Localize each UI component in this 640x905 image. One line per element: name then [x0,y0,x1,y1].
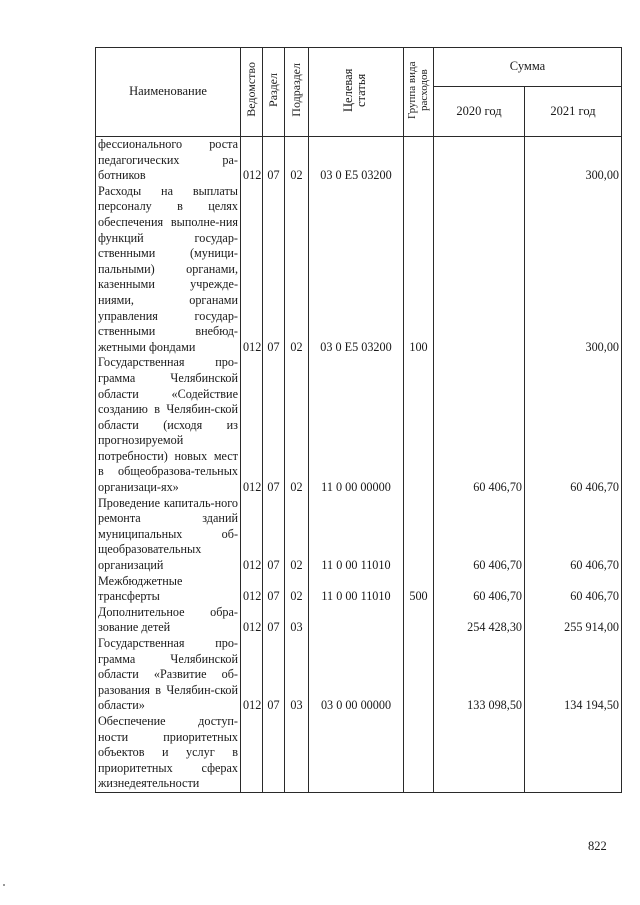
row-subsection: 02 [285,137,309,184]
row-subsection: 02 [285,355,309,495]
header-row [96,48,622,87]
row-expense-group [404,496,434,574]
row-section: 07 [263,605,285,636]
table-row [96,636,622,714]
row-name: Обеспечение доступ-ности приоритетных объектов и услуг в приоритетных сферах жизнедеятельности [96,714,241,792]
row-department: 012 [241,355,263,495]
row-target-item: 11 0 00 00000 [309,355,404,495]
page-number: 822 [588,839,607,853]
table-row [96,574,622,605]
col-header-department: Ведомство [241,48,263,137]
col-header-year-2020: 2020 год [434,87,525,137]
row-department: 012 [241,605,263,636]
table-row [96,714,622,792]
row-sum-2021: 60 406,70 [525,496,622,574]
row-department: 012 [241,496,263,574]
row-target-item: 03 0 00 00000 [309,636,404,714]
row-section: 07 [263,184,285,356]
row-target-item: 03 0 E5 03200 [309,184,404,356]
row-sum-2020: 60 406,70 [434,355,525,495]
budget-table [95,47,622,793]
row-sum-2020: 60 406,70 [434,496,525,574]
table-row [96,184,622,356]
row-department: 012 [241,574,263,605]
row-name: Межбюджетные трансферты [96,574,241,605]
row-name: Государственная про-грамма Челябинской области «Содействие созданию в Челябин-ской области (исходя из прогнозируемой потребности) новых мест в общеобразова-тельных организаци-ях» [96,355,241,495]
col-header-name: Наименование [96,48,241,137]
row-section: 07 [263,496,285,574]
row-target-item [309,605,404,636]
row-subsection: 03 [285,605,309,636]
table-row [96,496,622,574]
row-sum-2021: 134 194,50 [525,636,622,714]
col-header-subsection: Подраздел [285,48,309,137]
row-expense-group: 500 [404,574,434,605]
row-sum-2021: 60 406,70 [525,355,622,495]
row-sum-2020: 133 098,50 [434,636,525,714]
row-section: 07 [263,137,285,184]
row-expense-group [404,605,434,636]
row-expense-group [404,714,434,792]
row-subsection: 02 [285,184,309,356]
row-sum-2021: 60 406,70 [525,574,622,605]
row-subsection: 02 [285,574,309,605]
row-sum-2021: 300,00 [525,137,622,184]
row-target-item: 03 0 E5 03200 [309,137,404,184]
col-header-sum: Сумма [434,48,622,87]
row-sum-2021: 255 914,00 [525,605,622,636]
row-expense-group: 100 [404,184,434,356]
row-department: 012 [241,137,263,184]
row-target-item: 11 0 00 11010 [309,574,404,605]
row-expense-group [404,636,434,714]
row-department [241,714,263,792]
row-sum-2020 [434,184,525,356]
row-name: Государственная про-грамма Челябинской области «Развитие об-разования в Челябин-ской области» [96,636,241,714]
row-department: 012 [241,636,263,714]
row-name: фессионального роста педагогических ра-ботников [96,137,241,184]
row-target-item [309,714,404,792]
col-header-expense-group: Группа вида расходов [404,48,434,137]
row-name: Дополнительное обра-зование детей [96,605,241,636]
row-section: 07 [263,355,285,495]
row-subsection: 03 [285,636,309,714]
row-name: Расходы на выплаты персоналу в целях обеспечения выполне-ния функций государ-ственными (муници-пальными) органами, казенными учрежде-ниями, органами управления государ-ственными внебюд-жетными фондами [96,184,241,356]
row-subsection: 02 [285,496,309,574]
row-name: Проведение капиталь-ного ремонта зданий муниципальных об-щеобразовательных организаций [96,496,241,574]
row-section [263,714,285,792]
col-header-target-item: Целевая статья [309,48,404,137]
col-header-year-2021: 2021 год [525,87,622,137]
col-header-section: Раздел [263,48,285,137]
row-sum-2020 [434,137,525,184]
row-sum-2021: 300,00 [525,184,622,356]
row-sum-2021 [525,714,622,792]
row-section: 07 [263,574,285,605]
table-row [96,605,622,636]
row-expense-group [404,137,434,184]
row-section: 07 [263,636,285,714]
row-sum-2020: 60 406,70 [434,574,525,605]
row-sum-2020: 254 428,30 [434,605,525,636]
scan-speck [3,884,5,886]
row-sum-2020 [434,714,525,792]
row-expense-group [404,355,434,495]
table-row [96,137,622,184]
table-row [96,355,622,495]
row-target-item: 11 0 00 11010 [309,496,404,574]
row-department: 012 [241,184,263,356]
row-subsection [285,714,309,792]
